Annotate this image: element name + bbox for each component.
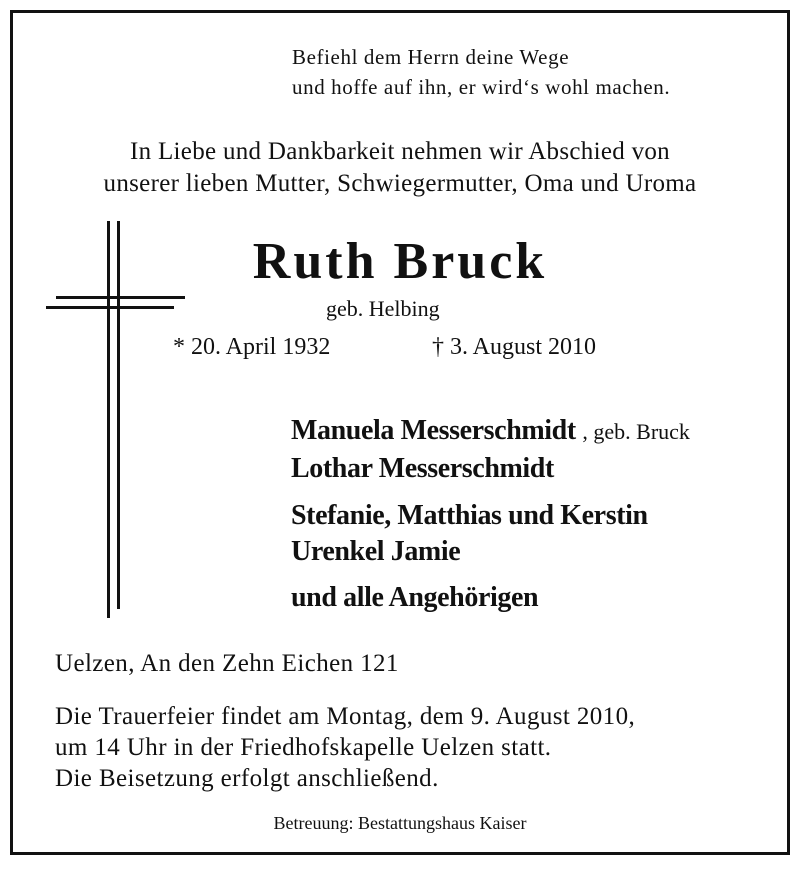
deceased-name: Ruth Bruck bbox=[252, 233, 548, 290]
service-line-1: Die Trauerfeier findet am Montag, dem 9. August 2010, bbox=[55, 703, 636, 730]
mourner-line-2: Lothar Messerschmidt bbox=[291, 453, 554, 484]
undertaker: Betreuung: Bestattungshaus Kaiser bbox=[273, 813, 527, 833]
death-date: † 3. August 2010 bbox=[432, 334, 597, 360]
mourner-line-4: Urenkel Jamie bbox=[291, 536, 461, 567]
mourner-line-5: und alle Angehörigen bbox=[291, 582, 539, 613]
address: Uelzen, An den Zehn Eichen 121 bbox=[55, 650, 399, 677]
birth-date: * 20. April 1932 bbox=[173, 334, 331, 360]
verse-line-1: Befiehl dem Herrn deine Wege bbox=[292, 45, 570, 69]
service-line-3: Die Beisetzung erfolgt anschließend. bbox=[55, 765, 439, 792]
verse-line-2: und hoffe auf ihn, er wird‘s wohl machen. bbox=[292, 75, 671, 99]
mourner-name: Manuela Messerschmidt bbox=[291, 415, 576, 446]
service-line-2: um 14 Uhr in der Friedhofskapelle Uelzen statt. bbox=[55, 734, 552, 761]
intro-line-1: In Liebe und Dankbarkeit nehmen wir Abschied von bbox=[130, 138, 670, 165]
intro-line-2: unserer lieben Mutter, Schwiegermutter, Oma und Uroma bbox=[103, 170, 697, 197]
mourner-maiden-note: , geb. Bruck bbox=[582, 419, 690, 444]
mourner-line-3: Stefanie, Matthias und Kerstin bbox=[291, 500, 648, 531]
maiden-name: geb. Helbing bbox=[326, 296, 440, 321]
mourner-line-1 bbox=[291, 415, 690, 447]
